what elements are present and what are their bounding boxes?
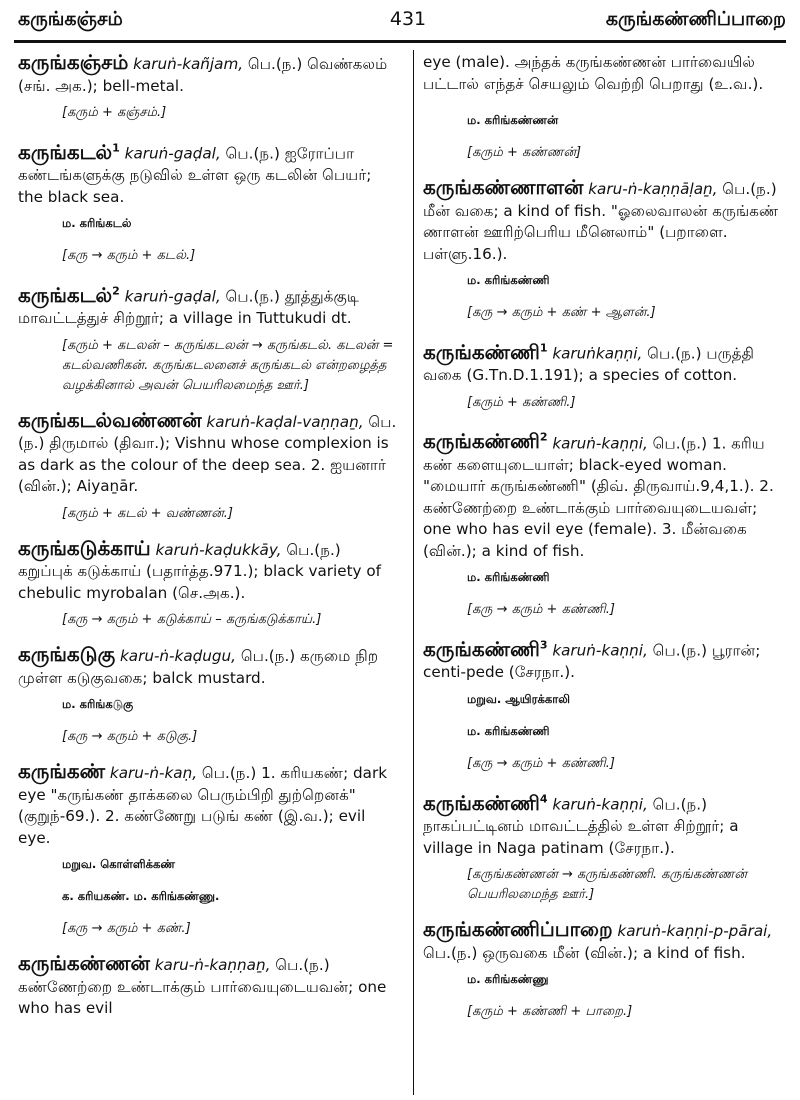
- entry-etymology: [கரும் + கஞ்சம்.]: [62, 105, 167, 120]
- entry-etymology: [கரும் + கண்ணி + பாறை.]: [467, 1004, 633, 1020]
- entry-definition: பெ.(ந.) கறுப்புக் கடுக்காய் (பதார்த்த.971.); black variety of chebulic myrobalan (செ.அக.).: [18, 540, 381, 602]
- entry-cognate: மறுவ. கொள்ளிக்கண்: [62, 857, 175, 872]
- dictionary-entry: [18, 761, 400, 849]
- entry-cognate: ம. கரிங்கண்ணி: [467, 273, 550, 287]
- homograph-number: 2: [539, 430, 548, 444]
- entry-transliteration: karuṅ-kañjam,: [133, 55, 244, 73]
- entry-cognate: க. கரியகண். ம. கரிங்கண்ணு.: [62, 889, 220, 904]
- page-number: 431: [389, 8, 427, 30]
- entry-definition: பெ.(ந.) திருமால் (திவா.); Vishnu whose complexion is as dark as the colour of the deep sea. 2. ஐயனார் (வின்.); Aiyaṉār.: [18, 412, 397, 496]
- entry-headword: கருங்கடுக்காய்: [18, 535, 151, 560]
- header-left-guideword: கருங்கஞ்சம்: [18, 8, 123, 30]
- dictionary-entry: [423, 919, 785, 964]
- entry-cognate: ம. கரிங்கண்ணி: [467, 570, 550, 585]
- entry-headword: கருங்கண்ணிப்பாறை: [423, 917, 613, 942]
- entry-transliteration: karuṅ-kaṇṇi,: [552, 434, 648, 453]
- entry-headword: கருங்கண்ணி$^1$: [423, 339, 548, 364]
- entry-transliteration: karu-ṅ-kaḍugu,: [119, 647, 237, 666]
- dictionary-entry: [18, 280, 400, 330]
- entry-transliteration: karu-ṅ-kaṇ,: [109, 764, 198, 783]
- entry-headword: கருங்கண்ணாளன்: [423, 175, 584, 199]
- entry-definition: பெ.(ந.) நாகப்பட்டினம் மாவட்டத்தில் உள்ள சிற்றூர்; a village in Naga patinam (சேரநா.).: [423, 795, 739, 857]
- entry-cognate: மறுவ. ஆயிரக்காலி: [467, 691, 570, 706]
- entry-definition: பெ.(ந.) தூத்துக்குடி மாவட்டத்துச் சிற்றூர்; a village in Tuttukudi dt.: [18, 287, 359, 328]
- entry-etymology: [கரு → கரும் + கடுகு.]: [62, 729, 198, 745]
- entry-continuation: eye (male). அந்தக் கருங்கண்ணன் பார்வையில் பட்டால் எந்தச் செயலும் வெற்றி பெறாது (உ.வ.).: [423, 53, 764, 93]
- entry-etymology: [கரு → கரும் + கடுக்காய் – கருங்கடுக்காய்.]: [62, 612, 322, 628]
- entry-etymology: [கரு → கரும் + கடல்.]: [62, 248, 196, 264]
- dictionary-entry: [423, 788, 785, 859]
- entry-etymology: [கருங்கண்ணன் → கருங்கண்ணி. கருங்கண்ணன் பெயரிலமைந்த ஊர்.]: [467, 867, 747, 903]
- entry-cognate: ம. கரிங்கடல்: [62, 216, 132, 231]
- dictionary-entry: [423, 427, 785, 563]
- entry-headword: கருங்கண்: [18, 759, 106, 784]
- entry-headword: கருங்கண்ணி$^4$: [423, 790, 548, 815]
- entry-headword: கருங்கண்ணி$^2$: [423, 429, 548, 454]
- entry-definition: பெ.(ந.) 1. கரியகண்; dark eye "கருங்கண் தாக்கலை பெரும்பிறி துற்றெனக்" (குறுந்-69.). 2. கண்ணேறு படுங் கண் (இ.வ.); evil eye.: [18, 764, 388, 847]
- entry-etymology: [கரும் + கண்ணி.]: [467, 394, 576, 410]
- entry-definition: பெ.(ந.) ஐரோப்பா கண்டங்களுக்கு நடுவில் உள்ள ஒரு கடலின் பெயர்; the black sea.: [18, 144, 372, 206]
- dictionary-entry: [423, 634, 785, 684]
- entry-etymology: [கரும் + கடலன் – கருங்கடலன் → கருங்கடல். கடலன் = கடல்வணிகன். கருங்கடலனைச் கருங்கடல் என்றழைத்த வழக்கினால் அவன் பெயரிலமைந்த ஊர்.]: [62, 337, 394, 393]
- entry-transliteration: karuṅ-kaṇṇi,: [552, 795, 648, 814]
- entry-transliteration: karuṅkaṇṇi,: [552, 344, 643, 363]
- entry-headword: கருங்கடுகு: [18, 642, 116, 667]
- page-header: [0, 0, 800, 40]
- entry-definition: பெ.(ந.) பருத்தி வகை (G.Tn.D.1.191); a species of cotton.: [423, 344, 755, 385]
- dictionary-entry: [18, 137, 400, 208]
- entry-transliteration: karuṅ-kaḍal-vaṇṇaṉ,: [206, 412, 364, 431]
- entry-etymology: [கரு → கரும் + கண் + ஆளன்.]: [467, 305, 656, 320]
- homograph-number: 3: [539, 638, 548, 652]
- homograph-number: 1: [539, 341, 548, 354]
- entry-definition: பெ.(ந.) வெண்கலம் (சங். அக.); bell-metal.: [18, 55, 388, 95]
- entry-transliteration: karuṅ-gaḍal,: [124, 287, 221, 306]
- entry-headword: கருங்கண்ணி$^3$: [423, 636, 548, 661]
- entry-definition: பெ.(ந.) பூரான்; centi-pede (சேரநா.).: [423, 641, 761, 682]
- entry-headword: கருங்கஞ்சம்: [18, 50, 129, 74]
- entry-headword: கருங்கடல்வண்ணன்: [18, 407, 202, 432]
- entry-cognate: ம. கரிங்கண்ணன்: [467, 113, 559, 127]
- dictionary-entry: [423, 337, 785, 387]
- entry-definition: பெ.(ந.) ஒருவகை மீன் (வின்.); a kind of fish.: [423, 943, 746, 962]
- homograph-number: 1: [112, 141, 120, 154]
- entry-definition: பெ.(ந.) 1. கரிய கண் களையுடையாள்; black-eyed woman. "மையார் கருங்கண்ணி" (திவ். திருவாய்.9,4,1.). 2. கண்ணேற்றை உண்டாக்கும் பார்வையுடையவள்; one who has evil eye (female). 3. மீன்வகை (வின்.); a kind of fish.: [423, 434, 774, 560]
- entry-headword: கருங்கண்ணன்: [18, 951, 150, 976]
- entry-transliteration: karu-ṅ-kaṇṇaṉ,: [154, 956, 271, 975]
- header-right-guideword: கருங்கண்ணிப்பாறை: [605, 8, 786, 30]
- entry-definition: பெ.(ந.) கருமை நிற முள்ள கடுகுவகை; balck mustard.: [18, 647, 379, 687]
- header-rule: [14, 40, 786, 43]
- entry-etymology: [கரும் + கடல் + வண்ணன்.]: [62, 505, 233, 521]
- entry-transliteration: karuṅ-kaḍukkāy,: [155, 540, 282, 559]
- left-column: [18, 52, 400, 1026]
- entry-etymology: [கரு → கரும் + கண்ணி.]: [467, 602, 615, 618]
- dictionary-entry: [18, 644, 400, 689]
- dictionary-entry: [423, 177, 785, 265]
- dictionary-entry: [18, 52, 400, 97]
- entry-definition: பெ.(ந.) மீன் வகை; a kind of fish. "ஓலைவாலன் கருங்கண் ணாளன் ஊரிற்பெரிய மீனெலாம்" (பறாளை. பள்ளு.16.).: [423, 180, 779, 263]
- right-column: [423, 52, 785, 1036]
- entry-transliteration: karuṅ-kaṇṇi,: [552, 641, 648, 660]
- entry-headword: கருங்கடல்$^1$: [18, 139, 120, 164]
- homograph-number: 2: [112, 284, 120, 298]
- entry-cognate: ம. கரிங்கண்ணு: [467, 972, 549, 987]
- entry-transliteration: karuṅ-gaḍal,: [124, 144, 221, 163]
- entry-cognate: ம. கரிங்கடுகு: [62, 697, 134, 712]
- dictionary-entry: [18, 953, 400, 1020]
- entry-cognate: ம. கரிங்கண்ணி: [467, 723, 550, 738]
- entry-transliteration: karu-ṅ-kaṇṇāḷaṉ,: [588, 180, 718, 198]
- column-divider: [413, 50, 414, 1095]
- entry-transliteration: karuṅ-kaṇṇi-p-pārai,: [617, 922, 773, 941]
- entry-etymology: [கரும் + கண்ணன்]: [467, 145, 582, 160]
- entry-definition: பெ.(ந.) கண்ணேற்றை உண்டாக்கும் பார்வையுடையவன்; one who has evil: [18, 956, 387, 1018]
- dictionary-entry: [18, 407, 400, 498]
- entry-headword: கருங்கடல்$^2$: [18, 282, 120, 307]
- entry-etymology: [கரு → கரும் + கண்ணி.]: [467, 755, 615, 771]
- dictionary-entry: [18, 535, 400, 605]
- homograph-number: 4: [539, 791, 548, 805]
- entry-etymology: [கரு → கரும் + கண்.]: [62, 921, 191, 937]
